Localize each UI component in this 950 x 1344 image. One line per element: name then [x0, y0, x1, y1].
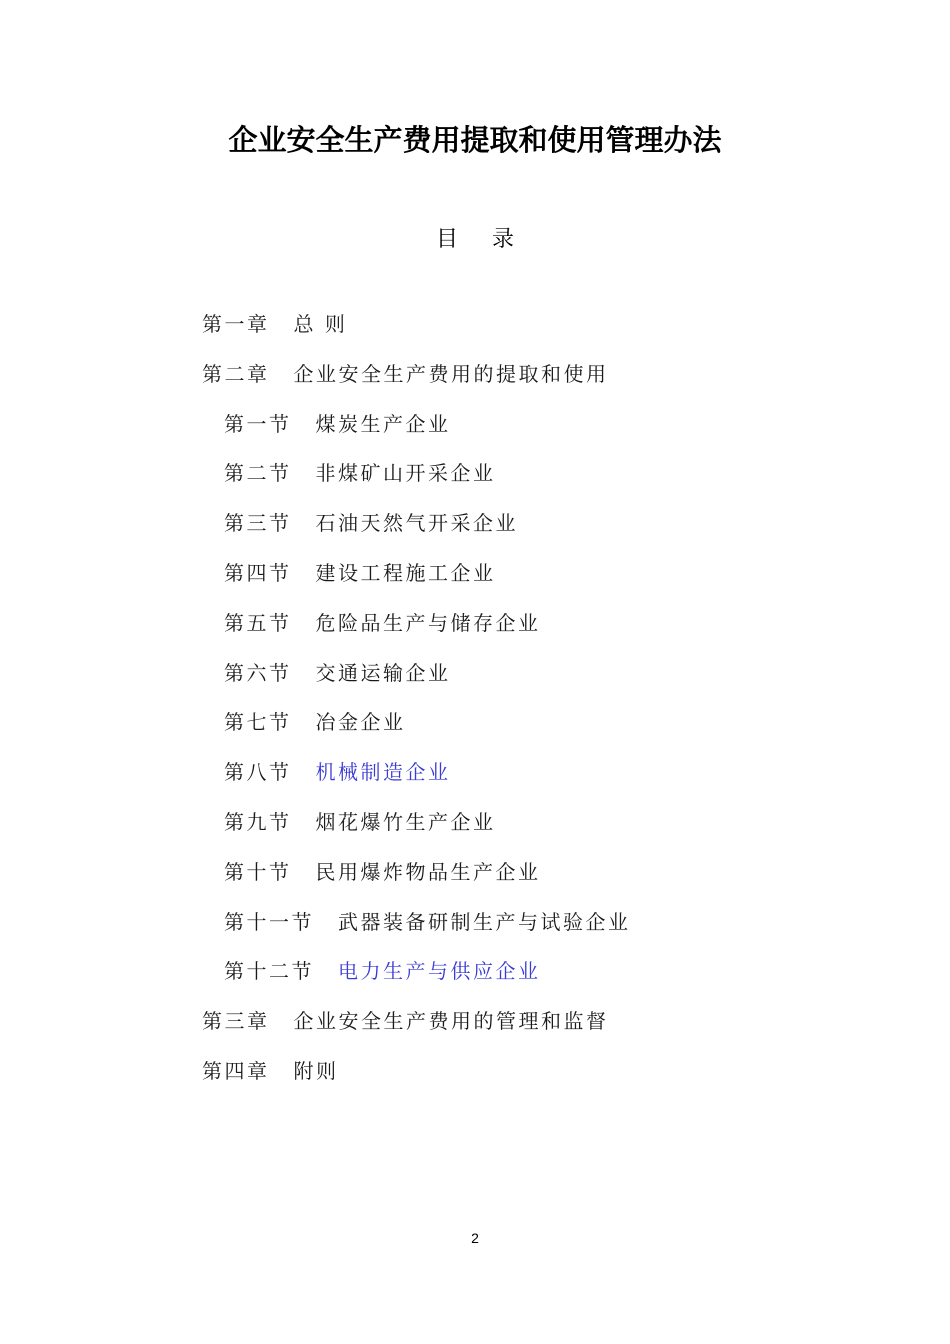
page-number: 2 [471, 1230, 479, 1246]
toc-item-text: 建设工程施工企业 [315, 560, 496, 585]
toc-item[interactable] [202, 707, 631, 757]
toc-item[interactable] [202, 558, 631, 608]
toc-item[interactable] [202, 807, 631, 857]
toc-item-text: 危险品生产与储存企业 [315, 610, 541, 635]
toc-item[interactable] [202, 956, 631, 1006]
toc-item-number: 第十一节 [224, 909, 314, 934]
toc-item[interactable] [202, 1006, 631, 1056]
toc-item-number: 第七节 [224, 710, 292, 735]
toc-item-text: 企业安全生产费用的提取和使用 [293, 361, 609, 386]
toc-item[interactable] [202, 907, 631, 957]
toc-item-text: 烟花爆竹生产企业 [315, 809, 496, 834]
toc-item-text: 总 则 [293, 312, 348, 336]
toc-item[interactable] [202, 409, 631, 459]
toc-item[interactable] [202, 309, 631, 359]
toc-item[interactable] [202, 458, 631, 508]
toc-item-link[interactable]: 机械制造企业 [315, 760, 451, 785]
toc-item-text: 武器装备研制生产与试验企业 [338, 909, 631, 934]
toc-item-number: 第十二节 [224, 959, 314, 984]
toc-item-link[interactable]: 电力生产与供应企业 [338, 959, 541, 984]
toc-heading-left: 目 [435, 227, 458, 252]
toc-item-text: 冶金企业 [315, 710, 406, 735]
toc-item[interactable] [202, 359, 631, 409]
toc-item[interactable] [202, 658, 631, 708]
toc-item-text: 交通运输企业 [315, 660, 451, 685]
toc-heading [0, 222, 950, 253]
toc-item-number: 第三章 [202, 1009, 270, 1034]
toc-item-number: 第二章 [202, 361, 270, 386]
toc-item-number: 第一章 [202, 312, 270, 336]
toc-item[interactable] [202, 1056, 631, 1106]
toc-item[interactable] [202, 508, 631, 558]
toc-item-number: 第十节 [224, 859, 292, 884]
toc-item-number: 第一节 [224, 411, 292, 436]
document-title: 企业安全生产费用提取和使用管理办法 [228, 123, 722, 157]
toc-item[interactable] [202, 857, 631, 907]
toc-item-number: 第九节 [224, 809, 292, 834]
toc-item-number: 第四节 [224, 560, 292, 585]
toc-item-number: 第八节 [224, 760, 292, 785]
toc-item-number: 第三节 [224, 511, 292, 536]
toc-item[interactable] [202, 608, 631, 658]
toc-item-text: 石油天然气开采企业 [315, 511, 518, 536]
toc-item-text: 民用爆炸物品生产企业 [315, 859, 541, 884]
toc-item-number: 第五节 [224, 610, 292, 635]
toc-item[interactable] [202, 757, 631, 807]
table-of-contents [202, 309, 631, 1106]
toc-item-text: 煤炭生产企业 [315, 411, 451, 436]
toc-item-number: 第二节 [224, 461, 292, 486]
toc-item-number: 第六节 [224, 660, 292, 685]
toc-item-number: 第四章 [202, 1058, 270, 1083]
toc-heading-right: 录 [492, 227, 515, 252]
toc-item-text: 非煤矿山开采企业 [315, 461, 496, 486]
toc-item-text: 附则 [293, 1058, 339, 1083]
toc-item-text: 企业安全生产费用的管理和监督 [293, 1009, 609, 1034]
